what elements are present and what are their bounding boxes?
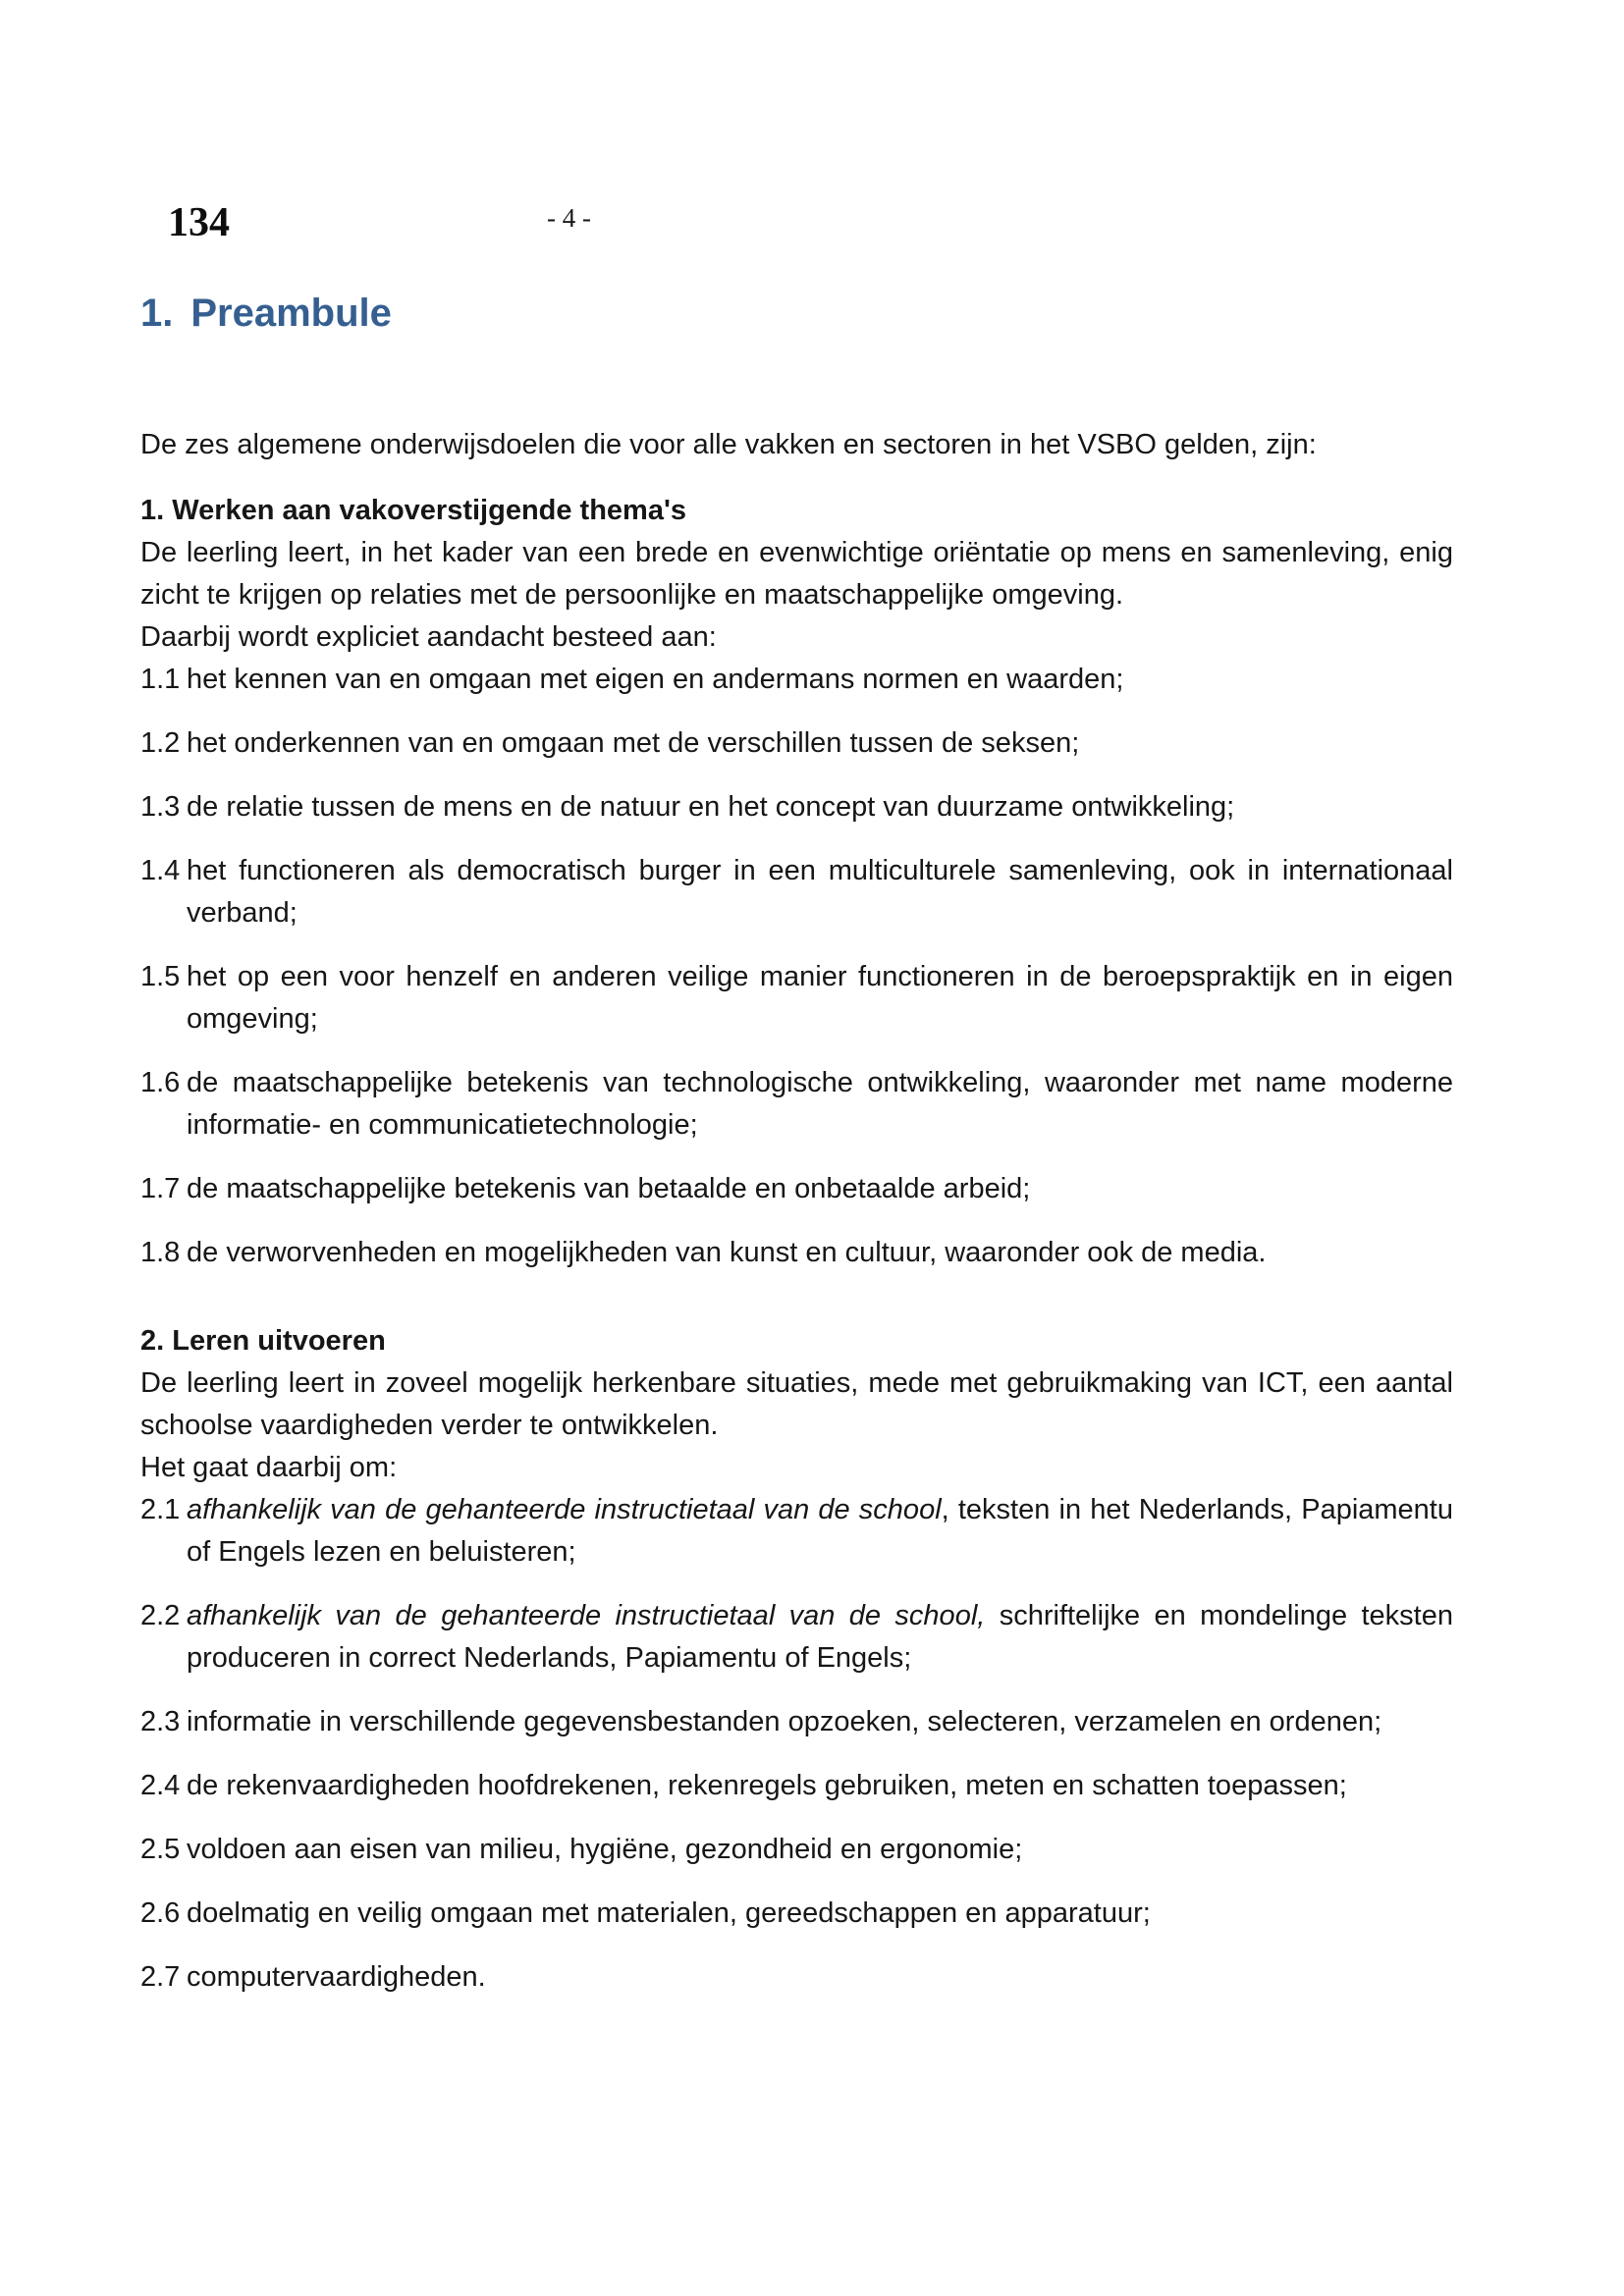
item-number: 1.6 (140, 1067, 181, 1098)
item-text: voldoen aan eisen van milieu, hygiëne, gezondheid en ergonomie; (187, 1834, 1023, 1865)
list-item (140, 1168, 1453, 1210)
item-number: 2.2 (140, 1600, 181, 1631)
page-title (140, 293, 1453, 334)
item-number: 2.3 (140, 1706, 181, 1737)
page-number-marker: - 4 - (547, 203, 591, 233)
item-number: 1.5 (140, 961, 181, 992)
list-item (140, 850, 1453, 934)
list-item (140, 1701, 1453, 1743)
section-heading: 1. Werken aan vakoverstijgende thema's (140, 495, 686, 526)
item-text: de maatschappelijke betekenis van betaalde en onbetaalde arbeid; (187, 1173, 1031, 1204)
item-text: de maatschappelijke betekenis van technologische ontwikkeling, waaronder met name moderne informatie- en communicatietechnologie; (187, 1067, 1453, 1141)
section-paragraph: De leerling leert, in het kader van een brede en evenwichtige oriëntatie op mens en samenleving, enig zicht te krijgen op relaties met de persoonlijke en maatschappelijke omgeving. (140, 537, 1453, 611)
page-header (140, 201, 1453, 246)
item-number: 2.6 (140, 1897, 181, 1929)
list-item (140, 786, 1453, 828)
section-paragraph: De leerling leert in zoveel mogelijk herkenbare situaties, mede met gebruikmaking van ICT, een aantal schoolse vaardigheden verder te ontwikkelen. (140, 1367, 1453, 1441)
section-lead-in: Het gaat daarbij om: (140, 1452, 398, 1483)
document-number: 134 (168, 200, 230, 245)
item-text: , teksten in het Nederlands, Papiamentu of Engels lezen en beluisteren; (187, 1494, 1453, 1568)
item-text: het onderkennen van en omgaan met de verschillen tussen de seksen; (187, 727, 1080, 759)
list-item (140, 1595, 1453, 1680)
item-number: 2.7 (140, 1961, 181, 1993)
item-number: 1.3 (140, 791, 181, 823)
list-item (140, 1232, 1453, 1274)
numbered-list (140, 1489, 1453, 1999)
list-item (140, 1829, 1453, 1871)
item-number: 2.4 (140, 1770, 181, 1801)
section-lead-in: Daarbij wordt expliciet aandacht besteed aan: (140, 621, 717, 653)
item-text: de rekenvaardigheden hoofdrekenen, rekenregels gebruiken, meten en schatten toepassen; (187, 1770, 1347, 1801)
item-text: informatie in verschillende gegevensbestanden opzoeken, selecteren, verzamelen en ordenen; (187, 1706, 1382, 1737)
item-number: 1.4 (140, 855, 181, 886)
list-item (140, 1956, 1453, 1999)
item-text: de verworvenheden en mogelijkheden van kunst en cultuur, waaronder ook de media. (187, 1237, 1267, 1268)
intro-paragraph: De zes algemene onderwijsdoelen die voor alle vakken en sectoren in het VSBO gelden, zijn: (140, 429, 1317, 460)
page-title-text: Preambule (190, 292, 392, 335)
item-italic-text: afhankelijk van de gehanteerde instructietaal van de school, (187, 1600, 986, 1631)
page-content (140, 201, 1453, 2020)
list-item (140, 956, 1453, 1041)
list-item (140, 1062, 1453, 1147)
section-werken-aan-themas (140, 490, 1453, 1274)
section-heading: 2. Leren uitvoeren (140, 1325, 386, 1357)
page-title-number: 1. (140, 292, 174, 335)
item-number: 1.1 (140, 664, 181, 695)
list-item (140, 1765, 1453, 1807)
item-number: 1.7 (140, 1173, 181, 1204)
item-text: het op een voor henzelf en anderen veilige manier functioneren in de beroepspraktijk en in eigen omgeving; (187, 961, 1453, 1035)
item-text: computervaardigheden. (187, 1961, 486, 1993)
list-item (140, 659, 1453, 701)
section-leren-uitvoeren (140, 1320, 1453, 1999)
item-number: 2.5 (140, 1834, 181, 1865)
item-text: het kennen van en omgaan met eigen en andermans normen en waarden; (187, 664, 1124, 695)
list-item (140, 1893, 1453, 1935)
numbered-list (140, 659, 1453, 1274)
item-number: 2.1 (140, 1494, 181, 1525)
item-text: schriftelijke en mondelinge teksten produceren in correct Nederlands, Papiamentu of Engels; (187, 1600, 1454, 1674)
item-number: 1.8 (140, 1237, 181, 1268)
item-number: 1.2 (140, 727, 181, 759)
item-text: doelmatig en veilig omgaan met materialen, gereedschappen en apparatuur; (187, 1897, 1151, 1929)
item-text: de relatie tussen de mens en de natuur en het concept van duurzame ontwikkeling; (187, 791, 1235, 823)
item-text: het functioneren als democratisch burger in een multiculturele samenleving, ook in internationaal verband; (187, 855, 1453, 929)
list-item (140, 1489, 1453, 1574)
list-item (140, 722, 1453, 765)
item-italic-text: afhankelijk van de gehanteerde instructietaal van de school (187, 1494, 942, 1525)
